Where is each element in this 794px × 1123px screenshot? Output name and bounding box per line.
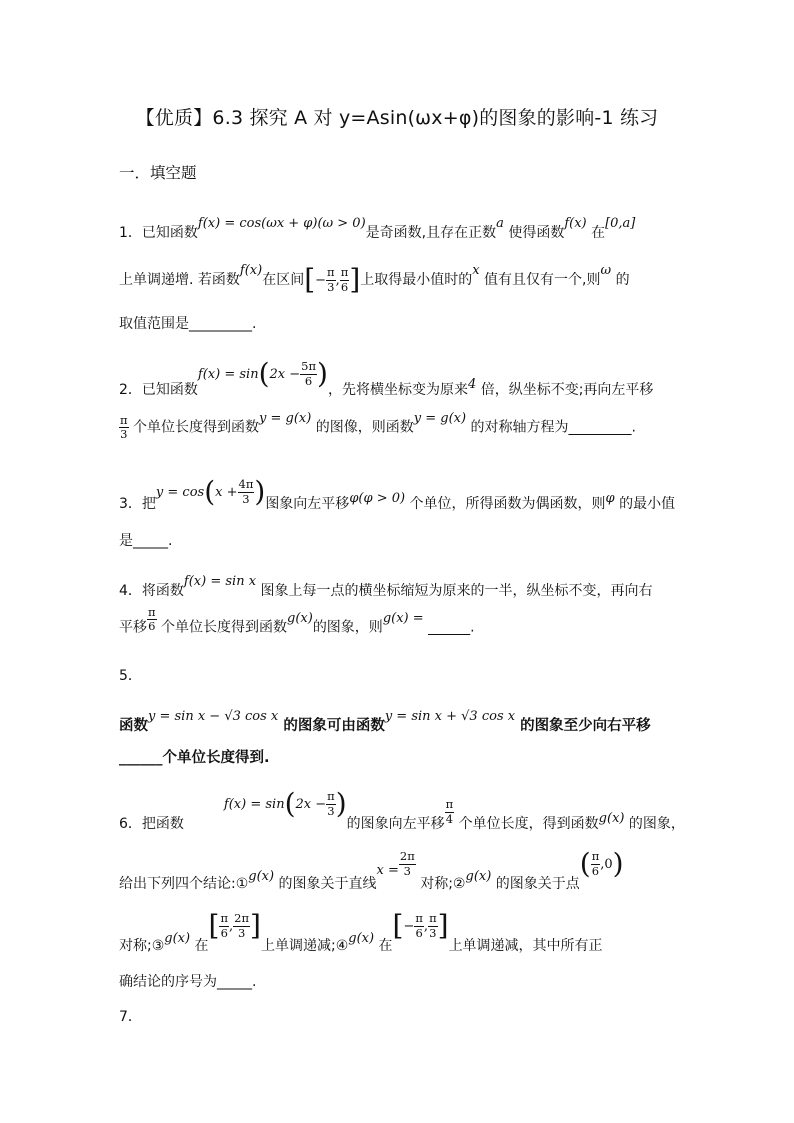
fraction-pi-6: $\frac{\pi}{6}$ (148, 605, 156, 634)
fraction-pi-6: $\frac{\pi}{6}$ (340, 265, 349, 294)
question-5-line-1: 函数y = sin x − √3 cos x 的图象可由函数y = sin x + √3 cos x 的图象至少向右平移 (119, 709, 651, 734)
fraction-pi-3: $\frac{\pi}{3}$ (120, 413, 128, 442)
fraction-5pi-6: $\frac{5\pi}{6}$ (301, 359, 317, 388)
question-7-number: 7． (119, 1009, 142, 1025)
question-4-line-2: 平移 $\frac{\pi}{6}$ 个单位长度得到函数g(x)的图象，则g(x) = ______. (119, 605, 475, 636)
fraction-pi-6: $\frac{\pi}{6}$ (415, 911, 423, 940)
question-1-line-2: 上单调递增. 若函数f(x)在区间[− $\frac{\pi}{3}$ , $\frac{\pi}{6}$ ]上取得最小值时的x 值有且仅有一个,则ω 的 (119, 263, 630, 296)
question-3-line-1: 3．把y = cos(x + $\frac{4\pi}{3}$ )图象向左平移φ(φ > 0) 个单位，所得函数为偶函数，则φ 的最小值 (119, 475, 676, 512)
question-6-line-4: 确结论的序号为_____. (119, 974, 257, 990)
question-6-line-1: 6．把函数f(x) = sin(2x − $\frac{\pi}{3}$ )的图象向左平移 $\frac{\pi}{4}$ 个单位长度，得到函数g(x) 的图象， (119, 787, 685, 832)
fraction-pi-3: $\frac{\pi}{3}$ (327, 789, 335, 818)
question-5-number: 5． (119, 668, 142, 684)
question-1-line-3: 取值范围是_________. (119, 316, 257, 332)
fraction-pi-3: $\frac{\pi}{3}$ (429, 911, 437, 940)
page-title: 【优质】6.3 探究 A 对 y=Asin(ωx+φ)的图象的影响-1 练习 (135, 107, 659, 129)
question-6-line-3: 对称;③g(x) 在[ $\frac{\pi}{6}$ , $\frac{2\pi}{3}$ ]上单调递减;④g(x) 在[− $\frac{\pi}{6}$ , $\frac{\pi}{3}$ ]上单调递减，其中所有正 (119, 909, 603, 954)
question-3-line-2: 是_____. (119, 533, 173, 549)
fraction-pi-6: $\frac{\pi}{6}$ (591, 849, 600, 878)
fraction-pi-3: $\frac{\pi}{3}$ (327, 265, 335, 294)
question-2-line-1: 2．已知函数f(x) = sin(2x − $\frac{5\pi}{6}$ )，先将横坐标变为原来4 倍，纵坐标不变;再向左平移 (119, 357, 654, 398)
question-6-line-2: 给出下列四个结论:①g(x) 的图象关于直线x = $\frac{2\pi}{3}$ 对称;②g(x) 的图象关于点( $\frac{\pi}{6}$ ,0) (119, 847, 624, 892)
question-2-line-2: $\frac{\pi}{3}$ 个单位长度得到函数y = g(x) 的图像，则函数y = g(x) 的对称轴方程为_________. (120, 410, 636, 442)
question-4-line-1: 4．将函数f(x) = sin x 图象上每一点的横坐标缩短为原来的一半，纵坐标不变，再向右 (119, 574, 653, 599)
question-5-line-2: ______个单位长度得到. (119, 750, 270, 766)
fraction-pi-4: $\frac{\pi}{4}$ (445, 797, 454, 826)
question-1-line-1: 1．已知函数f(x) = cos(ωx + φ)(ω > 0)是奇函数,且存在正数a 使得函数f(x) 在[0,a] (119, 216, 636, 241)
fraction-2pi-3: $\frac{2\pi}{3}$ (234, 911, 250, 940)
fraction-2pi-3: $\frac{2\pi}{3}$ (399, 849, 415, 878)
section-heading: 一．填空题 (119, 164, 197, 182)
fraction-4pi-3: $\frac{4\pi}{3}$ (238, 477, 254, 506)
fraction-pi-6: $\frac{\pi}{6}$ (220, 911, 229, 940)
